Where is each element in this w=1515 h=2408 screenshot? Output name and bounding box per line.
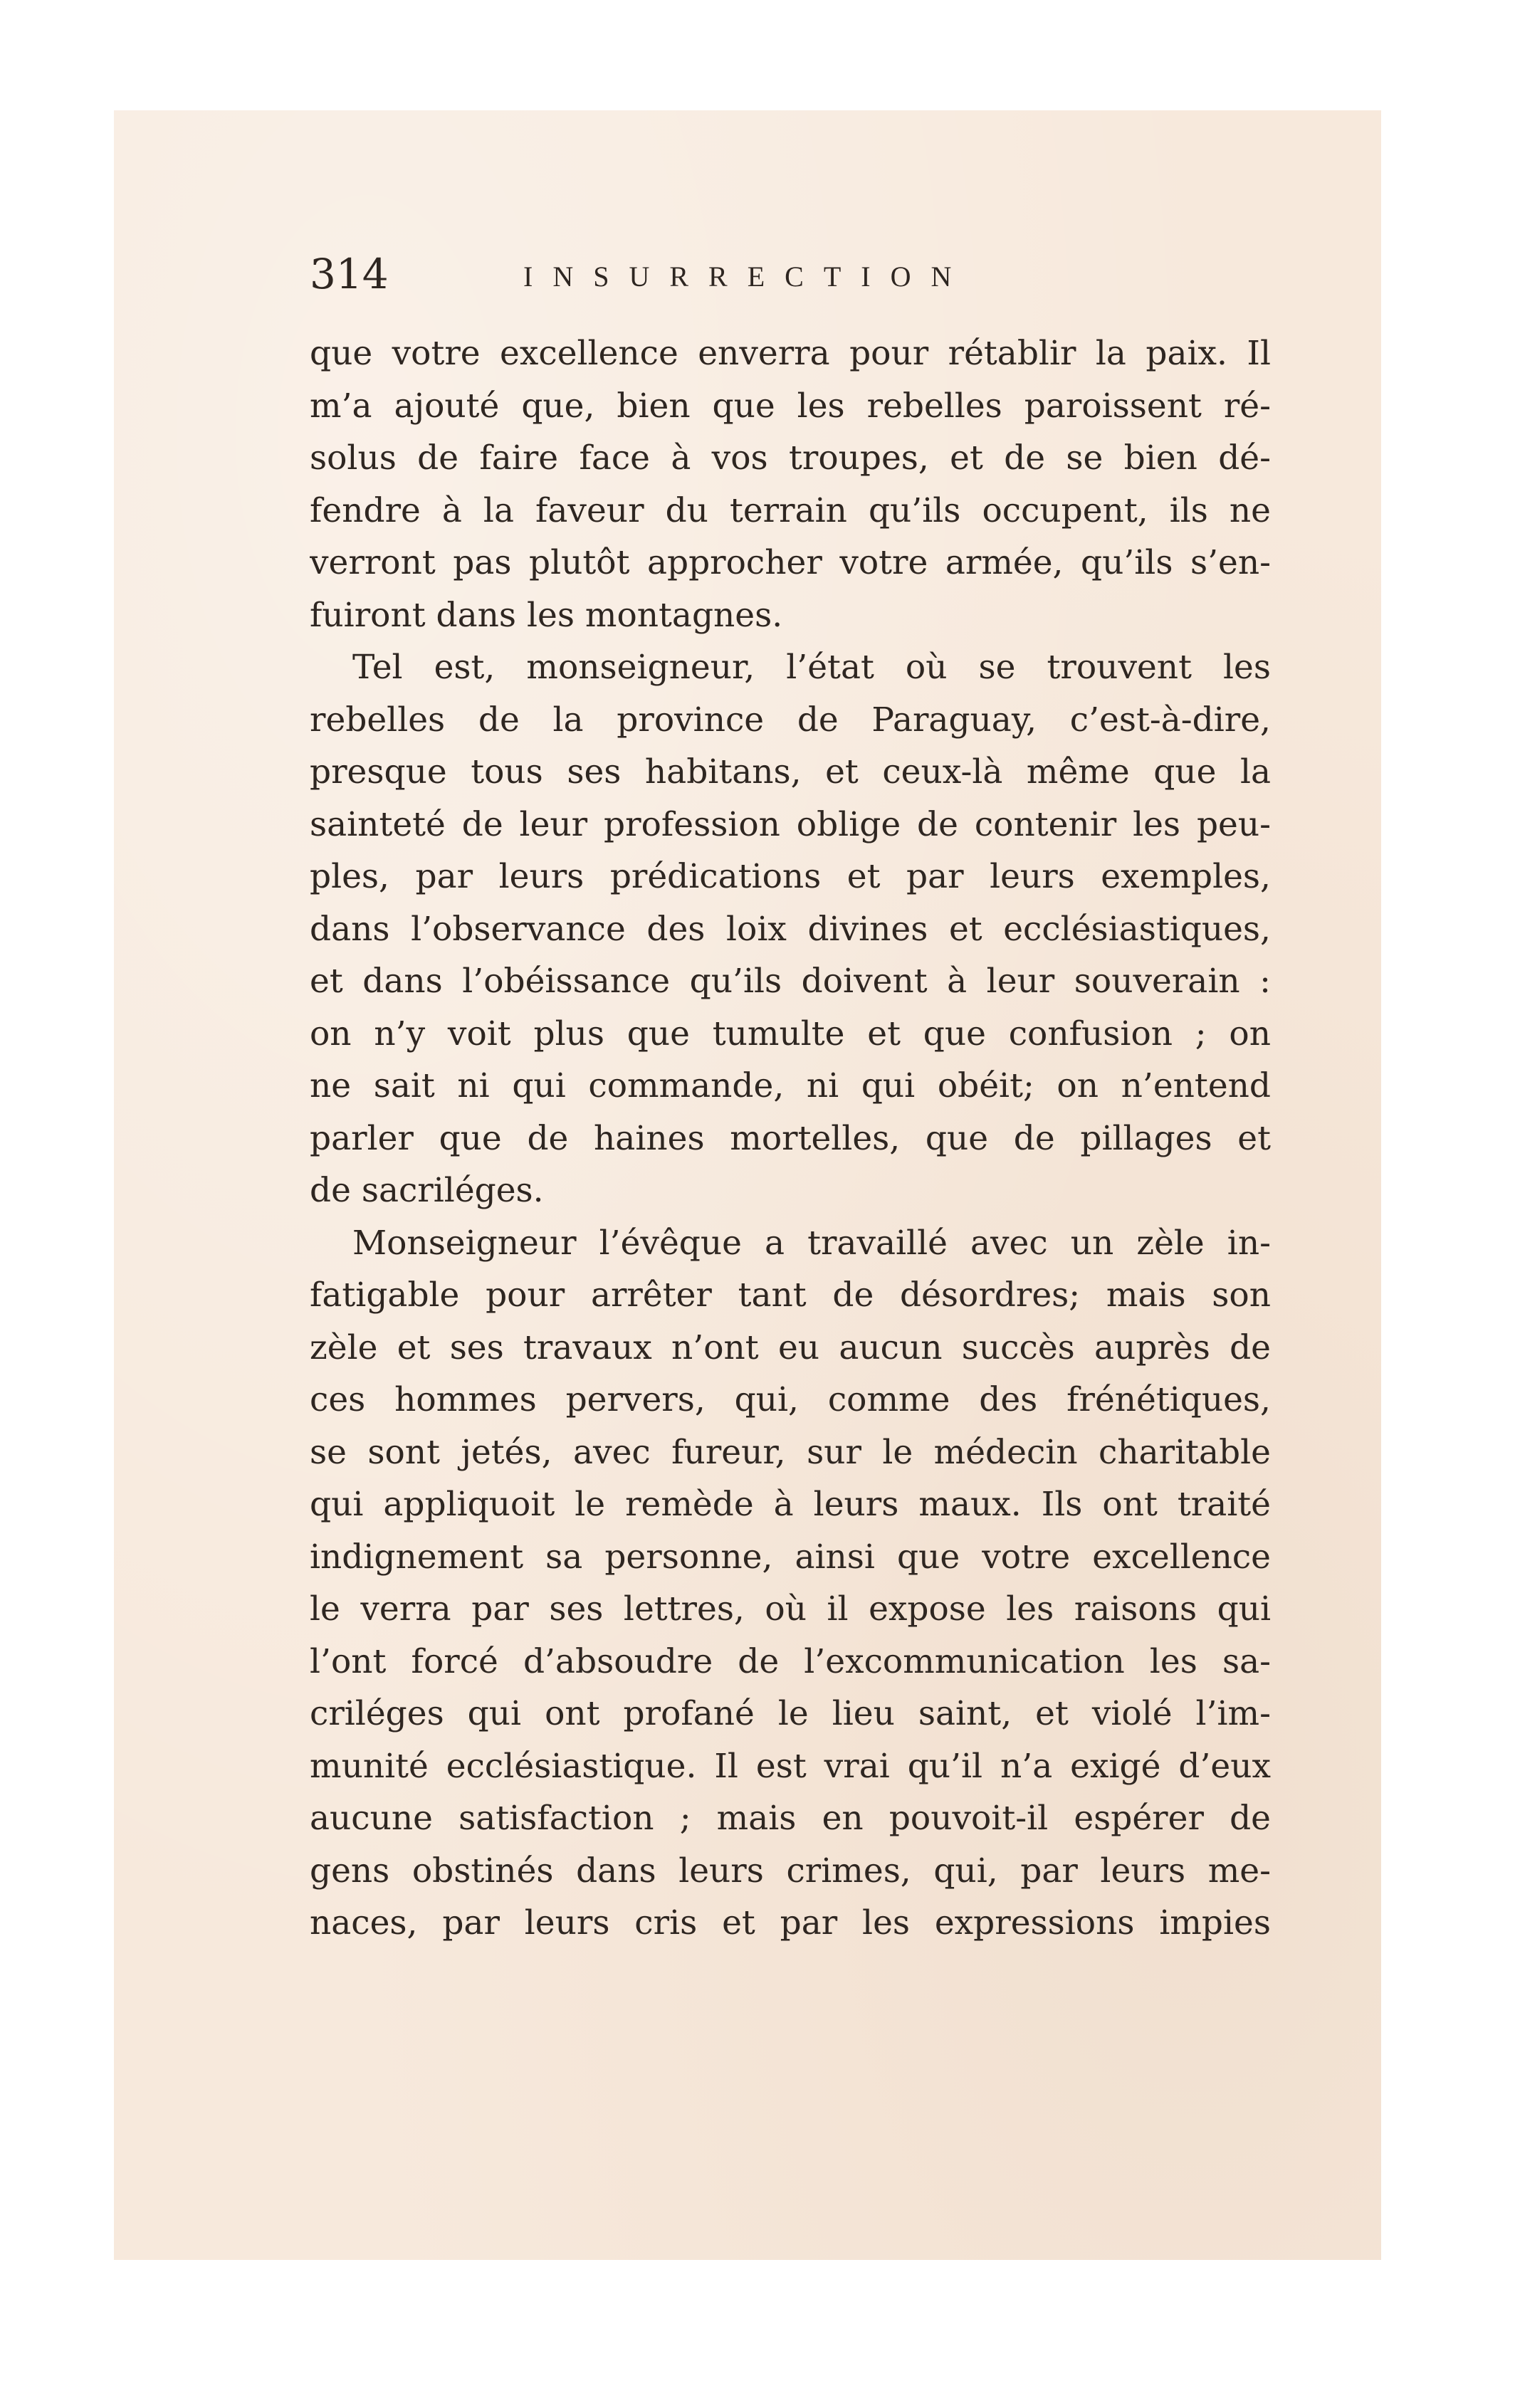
text-line: le verra par ses lettres, où il expose les raisons qui	[310, 1589, 1271, 1629]
text-line: rebelles de la province de Paraguay, c’est-à-dire,	[310, 700, 1271, 740]
text-line: m’a ajouté que, bien que les rebelles paroissent ré-	[310, 386, 1271, 426]
text-line: on n’y voit plus que tumulte et que confusion ; on	[310, 1014, 1271, 1053]
text-line: gens obstinés dans leurs crimes, qui, par leurs me-	[310, 1851, 1271, 1891]
text-line: ces hommes pervers, qui, comme des frénétiques,	[310, 1380, 1271, 1419]
text-line: fendre à la faveur du terrain qu’ils occupent, ils ne	[310, 490, 1271, 530]
text-line: qui appliquoit le remède à leurs maux. Ils ont traité	[310, 1485, 1271, 1524]
page-number: 314	[310, 250, 389, 298]
text-line: indignement sa personne, ainsi que votre excellence	[310, 1537, 1271, 1577]
text-line: verront pas plutôt approcher votre armée, qu’ils s’en-	[310, 543, 1271, 582]
text-line: l’ont forcé d’absoudre de l’excommunication les sa-	[310, 1641, 1271, 1681]
text-line: aucune satisfaction ; mais en pouvoit-il espérer de	[310, 1799, 1271, 1838]
text-line: zèle et ses travaux n’ont eu aucun succès auprès de	[310, 1327, 1271, 1367]
text-line: se sont jetés, avec fureur, sur le médecin charitable	[310, 1432, 1271, 1472]
page-header	[310, 246, 1093, 303]
text-line: ne sait ni qui commande, ni qui obéit; on n’entend	[310, 1066, 1271, 1105]
text-line: sainteté de leur profession oblige de contenir les peu-	[310, 804, 1271, 844]
text-line: naces, par leurs cris et par les expressions impies	[310, 1903, 1271, 1942]
text-line: Monseigneur l’évêque a travaillé avec un zèle in-	[352, 1223, 1271, 1263]
text-line: presque tous ses habitans, et ceux-là même que la	[310, 752, 1271, 792]
text-line: Tel est, monseigneur, l’état où se trouvent les	[352, 648, 1271, 687]
body-text	[310, 327, 1271, 1950]
text-line: parler que de haines mortelles, que de pillages et	[310, 1118, 1271, 1158]
text-line: et dans l’obéissance qu’ils doivent à leur souverain :	[310, 962, 1271, 1001]
text-line: de sacriléges.	[310, 1171, 544, 1210]
text-line: solus de faire face à vos troupes, et de se bien dé-	[310, 438, 1271, 478]
text-line: criléges qui ont profané le lieu saint, et violé l’im-	[310, 1694, 1271, 1733]
text-line: dans l’observance des loix divines et ecclésiastiques,	[310, 909, 1271, 949]
book-page	[114, 110, 1381, 2260]
text-line: que votre excellence enverra pour rétablir la paix. Il	[310, 334, 1271, 373]
text-line: fuiront dans les montagnes.	[310, 595, 783, 635]
text-line: munité ecclésiastique. Il est vrai qu’il n’a exigé d’eux	[310, 1746, 1271, 1786]
running-head: INSURRECTION	[523, 261, 972, 293]
text-line: ples, par leurs prédications et par leurs exemples,	[310, 857, 1271, 896]
text-line: fatigable pour arrêter tant de désordres; mais son	[310, 1276, 1271, 1315]
